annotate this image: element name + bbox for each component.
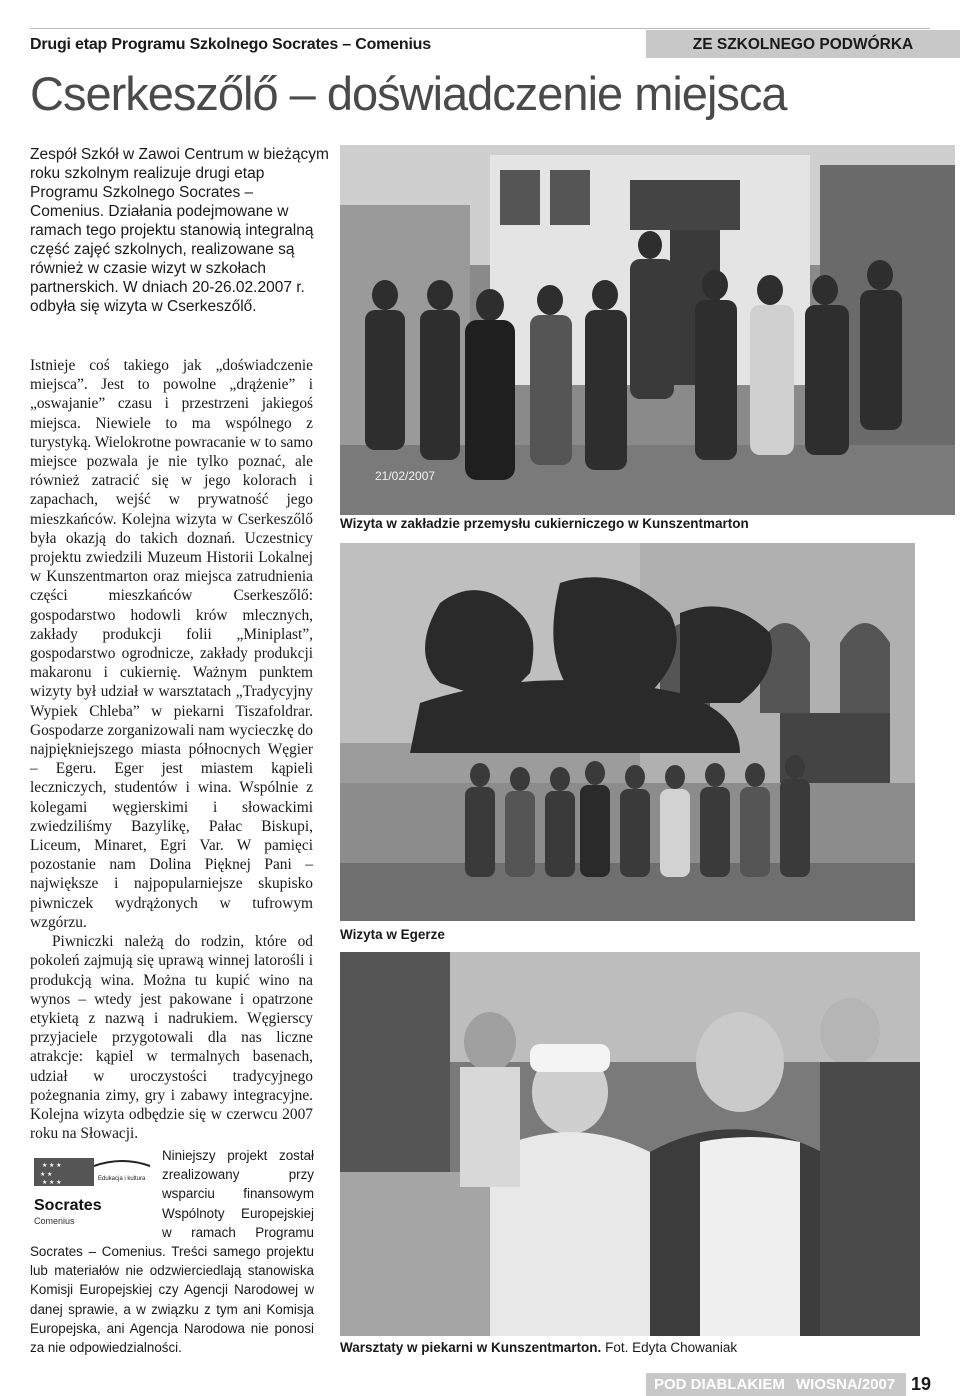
photo-factory-visit [340,145,955,515]
photo-bakery-workshop [340,952,920,1336]
photo-date-stamp: 21/02/2007 [375,469,436,483]
section-label: ZE SZKOLNEGO PODWÓRKA [646,30,960,58]
photo-credit: Fot. Edyta Chowaniak [605,1340,738,1355]
photo-caption-text: Warsztaty w piekarni w Kunszentmarton. [340,1340,602,1355]
page-number: 19 [910,1374,932,1394]
svg-text:★ ★: ★ ★ [40,1172,53,1178]
socrates-comenius-logo [32,1152,152,1237]
photo-eger [340,543,915,921]
svg-text:★ ★ ★: ★ ★ ★ [42,1180,62,1186]
body-paragraph: Piwniczki należą do rodzin, które od pokoleń zajmują się uprawą winnej latorośli i produkcją wina. Można tu kupić wino na wynos – wtedy jest pakowane i opatrzone etykietą z nazwą i nadrukiem. Węgierscy przyjaciele przygotowali dla nas liczne atrakcje: kąpiel w termalnych basenach, udział w uroczystości tradycyjnego pożegnania zimy, gry i zabawy integracyjne. Kolejna wizyta odbędzie się w czerwcu 2007 roku na Słowacji. [30,933,313,1143]
issue-label: WIOSNA/2007 [796,1376,896,1393]
photo-caption: Wizyta w Egerze [340,927,445,942]
magazine-name: POD DIABLAKIEM [654,1376,785,1393]
logo-tagline: Edukacja i kultura [98,1176,146,1182]
article-lead: Zespół Szkół w Zawoi Centrum w bieżącym roku szkolnym realizuje drugi etap Programu Szkolnego Socrates – Comenius. Działania podejmowane w ramach tego projektu stanowią integralną część zajęć szkolnych, realizowane są również w czasie wizyt w szkołach partnerskich. W dniach 20-26.02.2007 r. odbyła się wizyta w Cserkeszőlő. [30,146,329,315]
funding-text: Niniejszy projekt został zrealizowany przy wsparciu finansowym Wspólnoty Europejskiej w ramach Programu Socrates – Comenius. Treści samego projektu lub materiałów nie odzwierciedlają stanowiska Komisji Europejskiej czy Agencji Narodowej w danej sprawie, a w związku z tym ani Komisja Europejska, ani Agencja Narodowa nie ponosi za nie odpowiedzialności. [30,1148,314,1356]
footer-label [646,1373,906,1396]
body-paragraph: Istnieje coś takiego jak „doświadczenie miejsca”. Jest to powolne „drążenie” i „oswajanie” czasu i przestrzeni jakiegoś miejsca. Niewiele to ma wspólnego z turystyką. Wielokrotne powracanie w to samo miejsce pozwala je nie tylko poznać, ale również zatracić się w jego kolorach i zapachach, wejść w prywatność jego mieszkańców. Kolejna wizyta w Cserkeszőlő była okazją do takich doznań. Uczestnicy projektu zwiedzili Muzeum Historii Lokalnej w Kunszentmarton oraz miejsca zatrudnienia części mieszkańców Cserkeszőlő: gospodarstwo hodowli krów mlecznych, zakłady produkcji folii „Miniplast”, gospodarstwo ogrodnicze, zakłady produkcji makaronu i cukiernię. Ważnym punktem wizyty był udział w warsztatach „Tradycyjny Wypiek Chleba” w piekarni Tiszafoldrar. Gospodarze zorganizowali nam wycieczkę do najpiękniejszego miasta północnych Węgier – Egeru. Eger jest miastem kąpieli leczniczych, studentów i wina. Wspólnie z kolegami węgierskimi i słowackimi zwiedziliśmy Bazylikę, Pałac Biskupi, Liceum, Minaret, Egri Var. W pamięci pozostanie nam Dolina Pięknej Pani – największe i najpopularniejsze skupisko piwniczek wydrążonych w tufrowym wzgórzu. [30,357,313,931]
photo-caption [340,1340,737,1355]
logo-name: Socrates [34,1197,102,1214]
article-body [30,356,313,1143]
header-rule [30,28,930,29]
funding-note [30,1146,314,1357]
svg-text:★ ★ ★: ★ ★ ★ [42,1163,62,1169]
article-title: Cserkeszőlő – doświadczenie miejsca [30,67,787,120]
photo-caption: Wizyta w zakładzie przemysłu cukierniczego w Kunszentmarton [340,516,749,531]
logo-subtitle: Comenius [34,1216,75,1226]
series-title: Drugi etap Programu Szkolnego Socrates – Comenius [30,36,431,53]
